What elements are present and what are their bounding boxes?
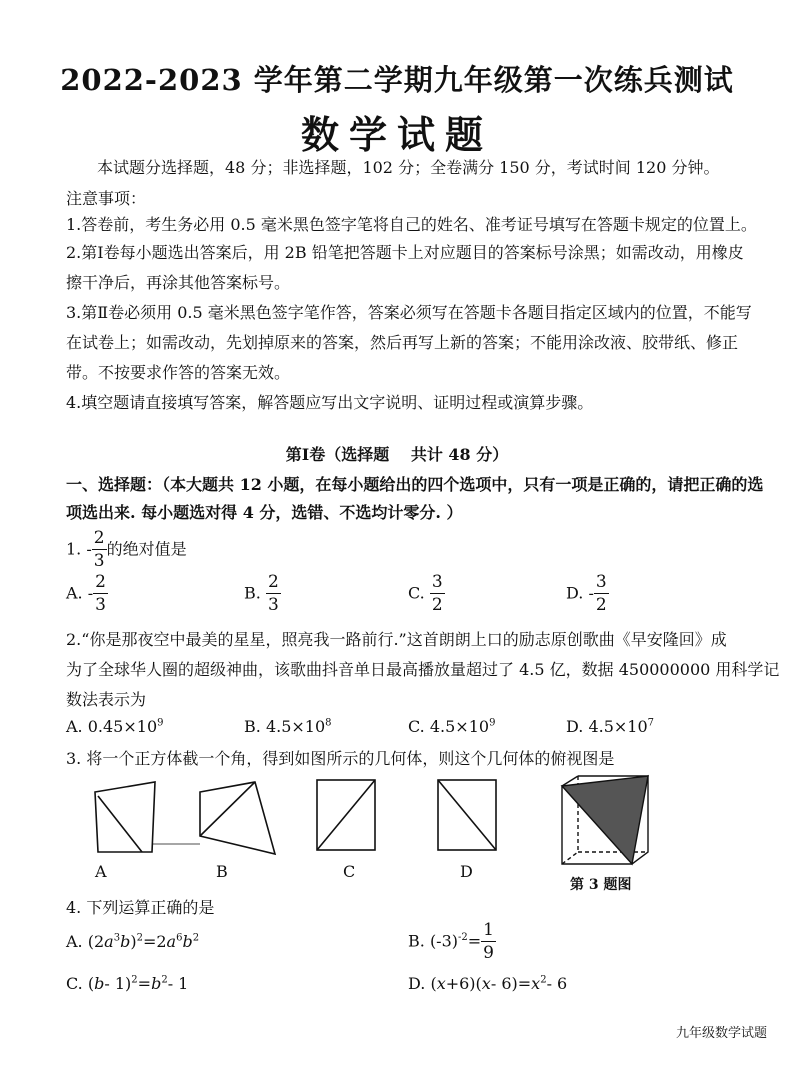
notice-3a: 3.第Ⅱ卷必须用 0.5 毫米黑色签字笔作答，答案必须写在答题卡各题目指定区域内的位置，不能写 (66, 303, 752, 322)
q1-fraction: $\frac{2}{3}$ (93, 528, 105, 571)
q1-option-d: D. - $\frac{3}{2}$ (566, 572, 607, 615)
notice-4: 4.填空题请直接填写答案，解答题应写出文字说明、证明过程或演算步骤。 (66, 393, 594, 412)
exam-summary: 本试题分选择题，48 分；非选择题，102 分；全卷满分 150 分，考试时间 120 分钟。 (97, 158, 720, 177)
q2-line-3: 数法表示为 (66, 690, 147, 709)
subject-title: 数学试题 (300, 112, 493, 157)
page-footer: 九年级数学试题 (676, 1026, 768, 1041)
notice-3b: 在试卷上；如需改动，先划掉原来的答案，然后再写上新的答案；不能用涂改液、胶带纸、修正 (66, 333, 739, 352)
q1-number: 1. (66, 539, 82, 559)
cube-figure (562, 776, 648, 864)
q3-figures (80, 774, 680, 874)
question-1 (66, 530, 187, 570)
exam-title: 2022-2023 学年第二学期九年级第一次练兵测试 (60, 63, 734, 97)
notice-1: 1.答卷前，考生务必用 0.5 毫米黑色签字笔将自己的姓名、准考证号填写在答题卡规定的位置上。 (66, 215, 757, 234)
figure-b-label: B (216, 862, 228, 881)
q2-line-1: 2.“你是那夜空中最美的星星，照亮我一路前行.”这首朗朗上口的励志原创歌曲《早安隆回》成 (66, 630, 727, 649)
part1-heading: 第Ⅰ卷（选择题 共计 48 分） (285, 445, 509, 464)
q4-option-d: D. (x+6)(x- $6)=x^2-$ 6 (408, 974, 568, 993)
q4-stem: 4. 下列运算正确的是 (66, 898, 215, 917)
q2-option-b: B. $4.5\times 10^8$ (244, 717, 332, 736)
q2-line-2: 为了全球华人圈的超级神曲，该歌曲抖音单日最高播放量超过了 4.5 亿，数据 450000000 用科学记 (66, 660, 780, 679)
q1-sign: - (86, 539, 92, 559)
figure-a-label: A (95, 862, 107, 881)
notice-3c: 带。不按要求作答的答案无效。 (66, 363, 291, 382)
notice-2b: 擦干净后，再涂其他答案标号。 (66, 273, 291, 292)
figure-d (438, 780, 496, 850)
q1-option-a: A. - $\frac{2}{3}$ (66, 572, 106, 615)
figure-a (95, 782, 155, 852)
q1-option-b: B. $\frac{2}{3}$ (244, 572, 279, 615)
figure-b (152, 782, 275, 854)
section-instructions-a: 一、选择题：（本大题共 12 小题，在每小题给出的四个选项中，只有一项是正确的，请把正确的选 (66, 475, 764, 494)
q2-option-d: D. $4.5\times 10^7$ (566, 717, 655, 736)
q1-stem: 的绝对值是 (106, 539, 187, 559)
q3-stem: 3. 将一个正方体截一个角，得到如图所示的几何体，则这个几何体的俯视图是 (66, 749, 615, 768)
notice-2a: 2.第Ⅰ卷每小题选出答案后，用 2B 铅笔把答题卡上对应题目的答案标号涂黑；如需改动，用橡皮 (66, 243, 744, 262)
q2-option-a: A. $0.45\times 10^9$ (66, 717, 164, 736)
section-instructions-b: 项选出来. 每小题选对得 4 分，选错、不选均计零分. ） (66, 503, 463, 522)
q2-option-c: C. $4.5\times 10^9$ (408, 717, 496, 736)
figure-caption: 第 3 题图 (570, 877, 632, 893)
q4-option-c: C. (b- $1)^2=b^2-$ 1 (66, 974, 189, 993)
figure-d-label: D (460, 862, 473, 881)
figure-c-label: C (343, 862, 356, 881)
q4-option-a: A. $(2a^3b)^2=2a^6b^2$ (66, 932, 200, 951)
figure-c (317, 780, 375, 850)
q4-option-b: B. $(-3)^{-2}=$ $\frac{1}{9}$ (408, 920, 494, 963)
q1-option-c: C. $\frac{3}{2}$ (408, 572, 443, 615)
notice-heading: 注意事项： (66, 189, 147, 208)
